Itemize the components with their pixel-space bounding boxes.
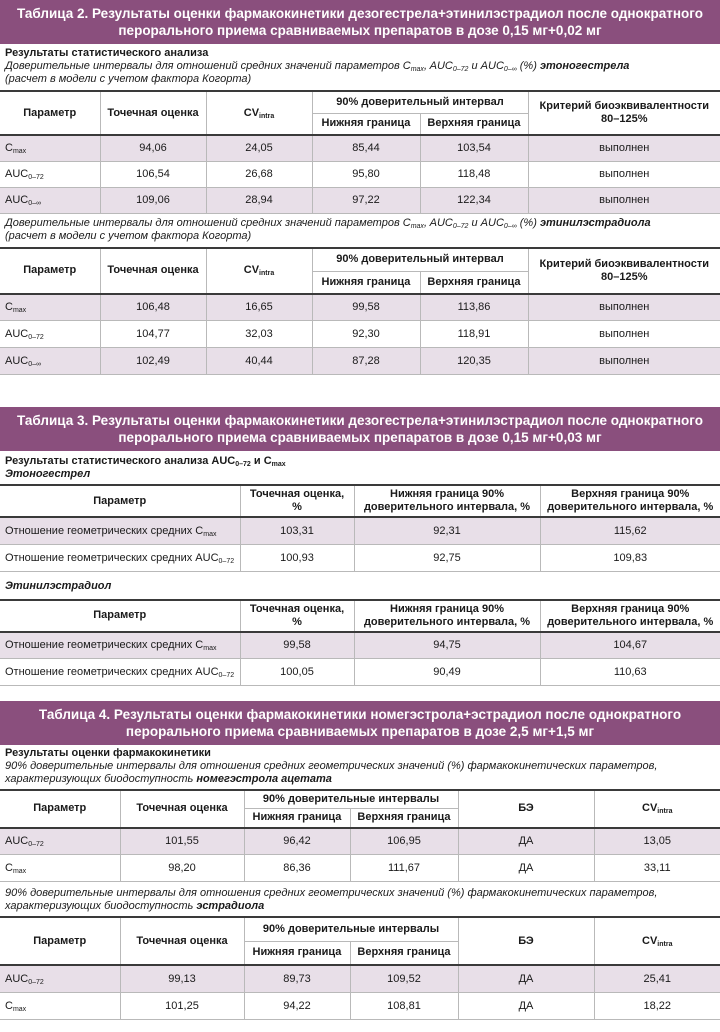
table-2-ethinylestradiol: Параметр Точечная оценка $CV_{intra}$ 90% доверительный интервал Критерий биоэквивалентности 80–125% Нижняя граница Верхняя граница $C_{max}$ 106,48 16,65 99,58 113,86 выполнен $AUC_{0-72}$ 104,77 32,03 92,30 118,91 выполнен $AUC_{0-\infty}$ 102,49 40,44 87,28 120,35 выполнен bbox=[0, 247, 720, 376]
table-2-ci-caption-2: Доверительные интервалы для отношений средних значений параметров $C_{max}$, $AUC_{0-72}$ и $AUC_{0-\infty}$ (%) этинилэстрадиола bbox=[5, 216, 651, 230]
table-4-section: Результаты оценки фармакокинетики bbox=[5, 747, 211, 759]
col-ci-group: 90% доверительный интервал bbox=[312, 91, 528, 113]
table-3 bbox=[0, 407, 720, 686]
table-row: $C_{max}$ 101,25 94,22 108,81 ДА 18,22 bbox=[0, 992, 720, 1019]
col-parameter: Параметр bbox=[0, 91, 100, 135]
table-row: $C_{max}$ 106,48 16,65 99,58 113,86 выполнен bbox=[0, 294, 720, 321]
table-2-title: Таблица 2. Результаты оценки фармакокинетики дезогестрела+этинилэстрадиол после однократного перорального приема сравниваемых препаратов в дозе 0,15 мг+0,02 мг bbox=[0, 0, 720, 44]
table-row: $AUC_{0-72}$ 99,13 89,73 109,52 ДА 25,41 bbox=[0, 965, 720, 992]
table-3-ethinylestradiol: Параметр Точечная оценка, % Нижняя граница 90% доверительного интервала, % Верхняя граница 90% доверительного интервала, % Отношение геометрических средних $C_{max}$ 99,58 94,75 104,67 Отношение геометрических средних $AUC_{0-72}$ 100,05 90,49 110,63 bbox=[0, 599, 720, 687]
table-row: Отношение геометрических средних $C_{max}$ 103,31 92,31 115,62 bbox=[0, 517, 720, 544]
col-criterion: Критерий биоэквивалентности 80–125% bbox=[528, 91, 720, 135]
table-row: $AUC_{0-\infty}$ 109,06 28,94 97,22 122,34 выполнен bbox=[0, 187, 720, 213]
table-4-caption-2: характеризующих биодоступность эстрадиола bbox=[5, 900, 265, 912]
table-row: Отношение геометрических средних $AUC_{0-72}$ 100,05 90,49 110,63 bbox=[0, 659, 720, 686]
table-3-title: Таблица 3. Результаты оценки фармакокинетики дезогестрела+этинилэстрадиол после однократного перорального приема сравниваемых препаратов в дозе 0,15 мг+0,03 мг bbox=[0, 407, 720, 451]
table-row: $AUC_{0-72}$ 101,55 96,42 106,95 ДА 13,05 bbox=[0, 828, 720, 855]
table-row: Отношение геометрических средних $AUC_{0-72}$ 100,93 92,75 109,83 bbox=[0, 544, 720, 571]
table-3-etonogestrel: Параметр Точечная оценка, % Нижняя граница 90% доверительного интервала, % Верхняя граница 90% доверительного интервала, % Отношение геометрических средних $C_{max}$ 103,31 92,31 115,62 Отношение геометрических средних $AUC_{0-72}$ 100,93 92,75 109,83 bbox=[0, 484, 720, 572]
table-row: $C_{max}$ 94,06 24,05 85,44 103,54 выполнен bbox=[0, 135, 720, 161]
col-point-estimate: Точечная оценка bbox=[100, 91, 206, 135]
table-row: $C_{max}$ 98,20 86,36 111,67 ДА 33,11 bbox=[0, 855, 720, 882]
table-3-drug-ethinylestradiol: Этинилэстрадиол bbox=[5, 579, 112, 592]
col-lower: Нижняя граница bbox=[312, 113, 420, 135]
col-cv-intra: $CV_{intra}$ bbox=[206, 91, 312, 135]
table-row: $AUC_{0-72}$ 104,77 32,03 92,30 118,91 выполнен bbox=[0, 321, 720, 348]
table-row: Отношение геометрических средних $C_{max}$ 99,58 94,75 104,67 bbox=[0, 632, 720, 659]
table-2-section: Результаты статистического анализа bbox=[5, 47, 209, 59]
table-4: Таблица 4. Результаты оценки фармакокинетики номегэстрола+эстрадиол после однократного перорального приема сравниваемых препаратов в дозе 2,5 мг+1,5 мг Результаты оценки фармакокинетики 90% доверительные интервалы для отношения средних геометрических значений (%) фармакокинетических параметров, характеризующих биодоступность номегэстрола ацетата Параметр Точечная оценка 90% доверительные интервалы БЭ $CV_{intra}$ Нижняя граница Верхняя граница $AUC_{0-72}$ 101,55 96,42 106,95 ДА 13,05 $C_{max}$ 98,20 86,36 111,67 ДА 33,11 90% доверительные интервалы для отношения средних геометрических значений (%) фармакокинетических параметров, характеризующих биодоступность эстрадиола Параметр Точечная оценка 90% доверительные интервалы БЭ $CV_{intra}$ Нижняя граница Верхняя граница $AUC_{0-72}$ 99,13 89,73 109,52 ДА 25,41 $C_{max}$ 101,25 94,22 108,81 ДА 18,22 bbox=[0, 701, 720, 1020]
col-upper: Верхняя граница bbox=[420, 113, 528, 135]
table-row: $AUC_{0-72}$ 106,54 26,68 95,80 118,48 выполнен bbox=[0, 161, 720, 187]
table-row: $AUC_{0-\infty}$ 102,49 40,44 87,28 120,35 выполнен bbox=[0, 348, 720, 375]
table-4-caption-1: характеризующих биодоступность номегэстрола ацетата bbox=[5, 773, 332, 785]
table-3-section: Результаты статистического анализа $AUC_{0-72}$ и $C_{max}$ bbox=[5, 455, 286, 468]
table-3-drug-etonogestrel: Этоногестрел bbox=[5, 468, 91, 480]
table-2-etonogestrel bbox=[0, 90, 720, 214]
table-4-nomegestrol: Параметр Точечная оценка 90% доверительные интервалы БЭ $CV_{intra}$ Нижняя граница Верхняя граница $AUC_{0-72}$ 101,55 96,42 106,95 ДА 13,05 $C_{max}$ 98,20 86,36 111,67 ДА 33,11 bbox=[0, 789, 720, 882]
table-2: Таблица 2. Результаты оценки фармакокинетики дезогестрела+этинилэстрадиол после однократного перорального приема сравниваемых препаратов в дозе 0,15 мг+0,02 мг Результаты статистического анализа Доверительные интервалы для отношений средних значений параметров $C_{max}$, $AUC_{0-72}$ и $AUC_{0-\infty}$ (%) этоногестрела (расчет в модели с учетом фактора Когорта) Параметр Точечная оценка $CV_{intra}$ 90% доверительный интервал Критерий биоэквивалентности 80–125% Нижняя граница Верхняя граница $C_{max}$ 94,06 24,05 85,44 103,54 выполнен $AUC_{0-72}$ 106,54 26,68 95,80 118,48 выполнен $AUC_{0-\infty}$ 109,06 28,94 97,22 122,34 выполнен Доверительные интервалы для отношений средних значений параметров $C_{max}$, $AUC_{0-72}$ и $AUC_{0-\infty}$ (%) этинилэстрадиола (расчет в модели с учетом фактора Когорта) Параметр Точечная оценка $CV_{intra}$ 90% доверительный интервал Критерий биоэквивалентности 80–125% Нижняя граница Верхняя граница $C_{max}$ 106,48 16,65 99,58 113,86 выполнен $AUC_{0-72}$ 104,77 32,03 92,30 118,91 выполнен $AUC_{0-\infty}$ 102,49 40,44 87,28 120,35 выполнен bbox=[0, 0, 720, 375]
table-4-title: Таблица 4. Результаты оценки фармакокинетики номегэстрола+эстрадиол после однократного перорального приема сравниваемых препаратов в дозе 2,5 мг+1,5 мг bbox=[0, 701, 720, 745]
table-2-ci-caption-1: Доверительные интервалы для отношений средних значений параметров $C_{max}$, $AUC_{0-72}$ и $AUC_{0-\infty}$ (%) этоногестрела bbox=[5, 60, 630, 73]
table-2-model-note: (расчет в модели с учетом фактора Когорта) bbox=[5, 73, 252, 85]
table-4-estradiol: Параметр Точечная оценка 90% доверительные интервалы БЭ $CV_{intra}$ Нижняя граница Верхняя граница $AUC_{0-72}$ 99,13 89,73 109,52 ДА 25,41 $C_{max}$ 101,25 94,22 108,81 ДА 18,22 bbox=[0, 916, 720, 1020]
